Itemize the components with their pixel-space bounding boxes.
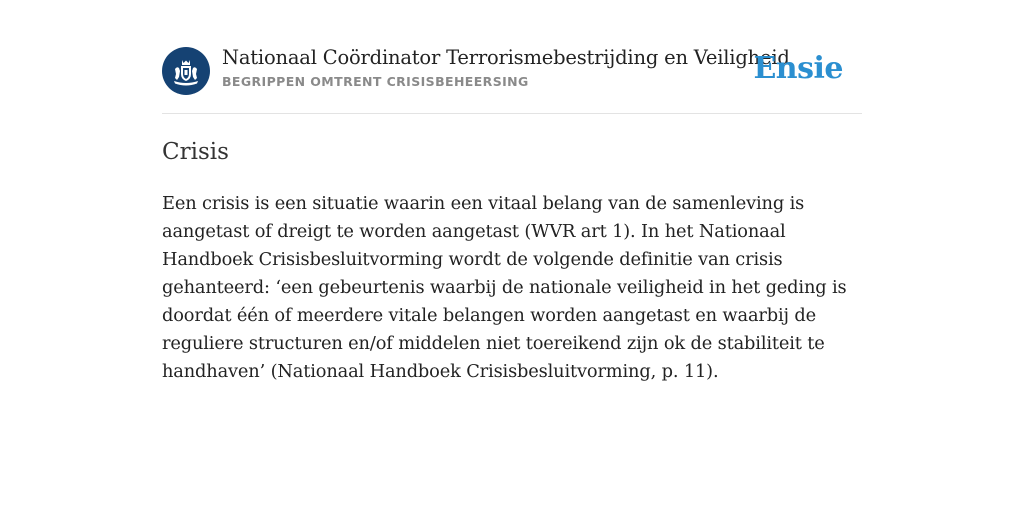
header [162, 46, 862, 96]
collection-subtitle[interactable]: BEGRIPPEN OMTRENT CRISISBEHEERSING [222, 74, 529, 89]
organization-logo[interactable] [162, 47, 210, 95]
royal-coat-of-arms-icon [162, 47, 210, 95]
header-divider [162, 113, 862, 114]
organization-name: Nationaal Coördinator Terrorismebestrijding en Veiligheid [222, 46, 790, 69]
entry-definition: Een crisis is een situatie waarin een vitaal belang van de samenleving is aangetast of dreigt te worden aangetast (WVR art 1). In het Nationaal Handboek Crisisbesluitvorming wordt de volgende definitie van crisis gehanteerd: ‘een gebeurtenis waarbij de nationale veiligheid in het geding is doordat één of meerdere vitale belangen worden aangetast en waarbij de reguliere structuren en/of middelen niet toereikend zijn ok de stabiliteit te handhaven’ (Nationaal Handboek Crisisbesluitvorming, p. 11). [162, 193, 847, 382]
ensie-brand-logo[interactable]: Ensie [753, 51, 843, 86]
entry-term: Crisis [162, 139, 229, 165]
